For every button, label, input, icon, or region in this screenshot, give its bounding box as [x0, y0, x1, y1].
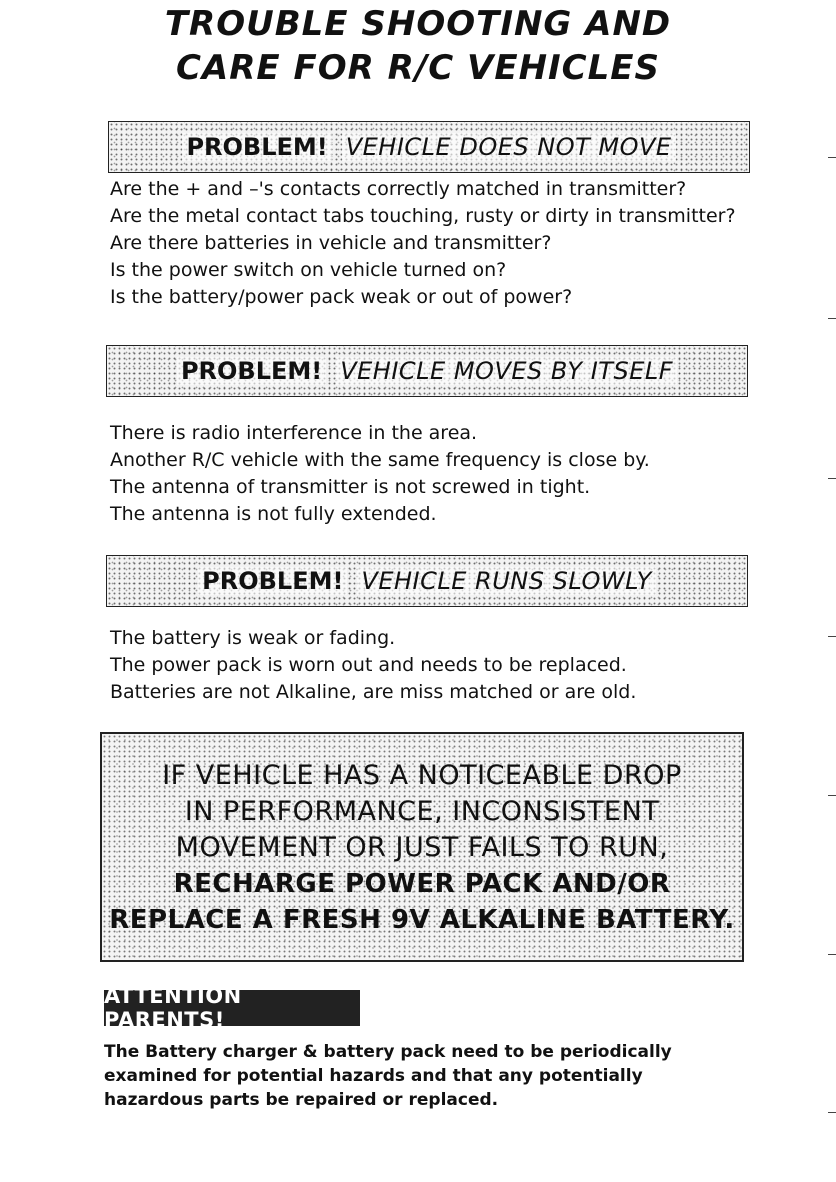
list-item: The antenna of transmitter is not screwed in tight. [110, 476, 591, 498]
list-item: The antenna is not fully extended. [110, 503, 437, 525]
attention-parents-badge: ATTENTION PARENTS! [104, 990, 360, 1026]
problem-heading: VEHICLE MOVES BY ITSELF [336, 357, 677, 385]
problem-heading: VEHICLE DOES NOT MOVE [342, 133, 676, 161]
scan-mark [828, 478, 836, 479]
scan-mark [828, 1112, 836, 1113]
list-item: Another R/C vehicle with the same frequency is close by. [110, 449, 650, 471]
attention-line: The Battery charger & battery pack need to be periodically [104, 1042, 672, 1062]
page-title-line-2: CARE FOR R/C VEHICLES [175, 48, 661, 88]
list-item: Are the metal contact tabs touching, rusty or dirty in transmitter? [110, 205, 736, 227]
notice-line-emphasis: RECHARGE POWER PACK AND/OR [173, 869, 671, 899]
list-item: Is the battery/power pack weak or out of power? [110, 286, 573, 308]
problem-banner-moves-by-itself [106, 345, 748, 397]
problem-checklist-runs-slowly [110, 625, 636, 706]
problem-banner-does-not-move [108, 121, 750, 173]
problem-banner-runs-slowly [106, 555, 748, 607]
list-item: The battery is weak or fading. [110, 627, 396, 649]
list-item: Are the + and –'s contacts correctly matched in transmitter? [110, 178, 687, 200]
problem-checklist-does-not-move [110, 176, 736, 311]
scan-mark [828, 636, 836, 637]
problem-checklist-moves-by-itself [110, 420, 650, 528]
attention-parents-text [104, 1040, 724, 1112]
notice-line: MOVEMENT OR JUST FAILS TO RUN, [175, 832, 669, 863]
list-item: Are there batteries in vehicle and transmitter? [110, 232, 552, 254]
scan-mark [828, 157, 836, 158]
list-item: The power pack is worn out and needs to be replaced. [110, 654, 627, 676]
problem-label: PROBLEM! [177, 357, 326, 385]
list-item: There is radio interference in the area. [110, 422, 478, 444]
notice-line: IF VEHICLE HAS A NOTICEABLE DROP [162, 760, 682, 791]
notice-line-emphasis: REPLACE A FRESH 9V ALKALINE BATTERY. [109, 905, 735, 935]
list-item: Is the power switch on vehicle turned on? [110, 259, 507, 281]
list-item: Batteries are not Alkaline, are miss matched or are old. [110, 681, 637, 703]
problem-heading: VEHICLE RUNS SLOWLY [357, 567, 655, 595]
scan-mark [828, 318, 836, 319]
scan-mark [828, 954, 836, 955]
attention-line: hazardous parts be repaired or replaced. [104, 1090, 499, 1110]
problem-label: PROBLEM! [198, 567, 347, 595]
page-title-line-1: TROUBLE SHOOTING AND [164, 4, 672, 44]
attention-line: examined for potential hazards and that any potentially [104, 1066, 643, 1086]
problem-label: PROBLEM! [182, 133, 331, 161]
notice-line: IN PERFORMANCE, INCONSISTENT [184, 796, 660, 827]
performance-notice-box [100, 732, 744, 962]
scan-mark [828, 795, 836, 796]
